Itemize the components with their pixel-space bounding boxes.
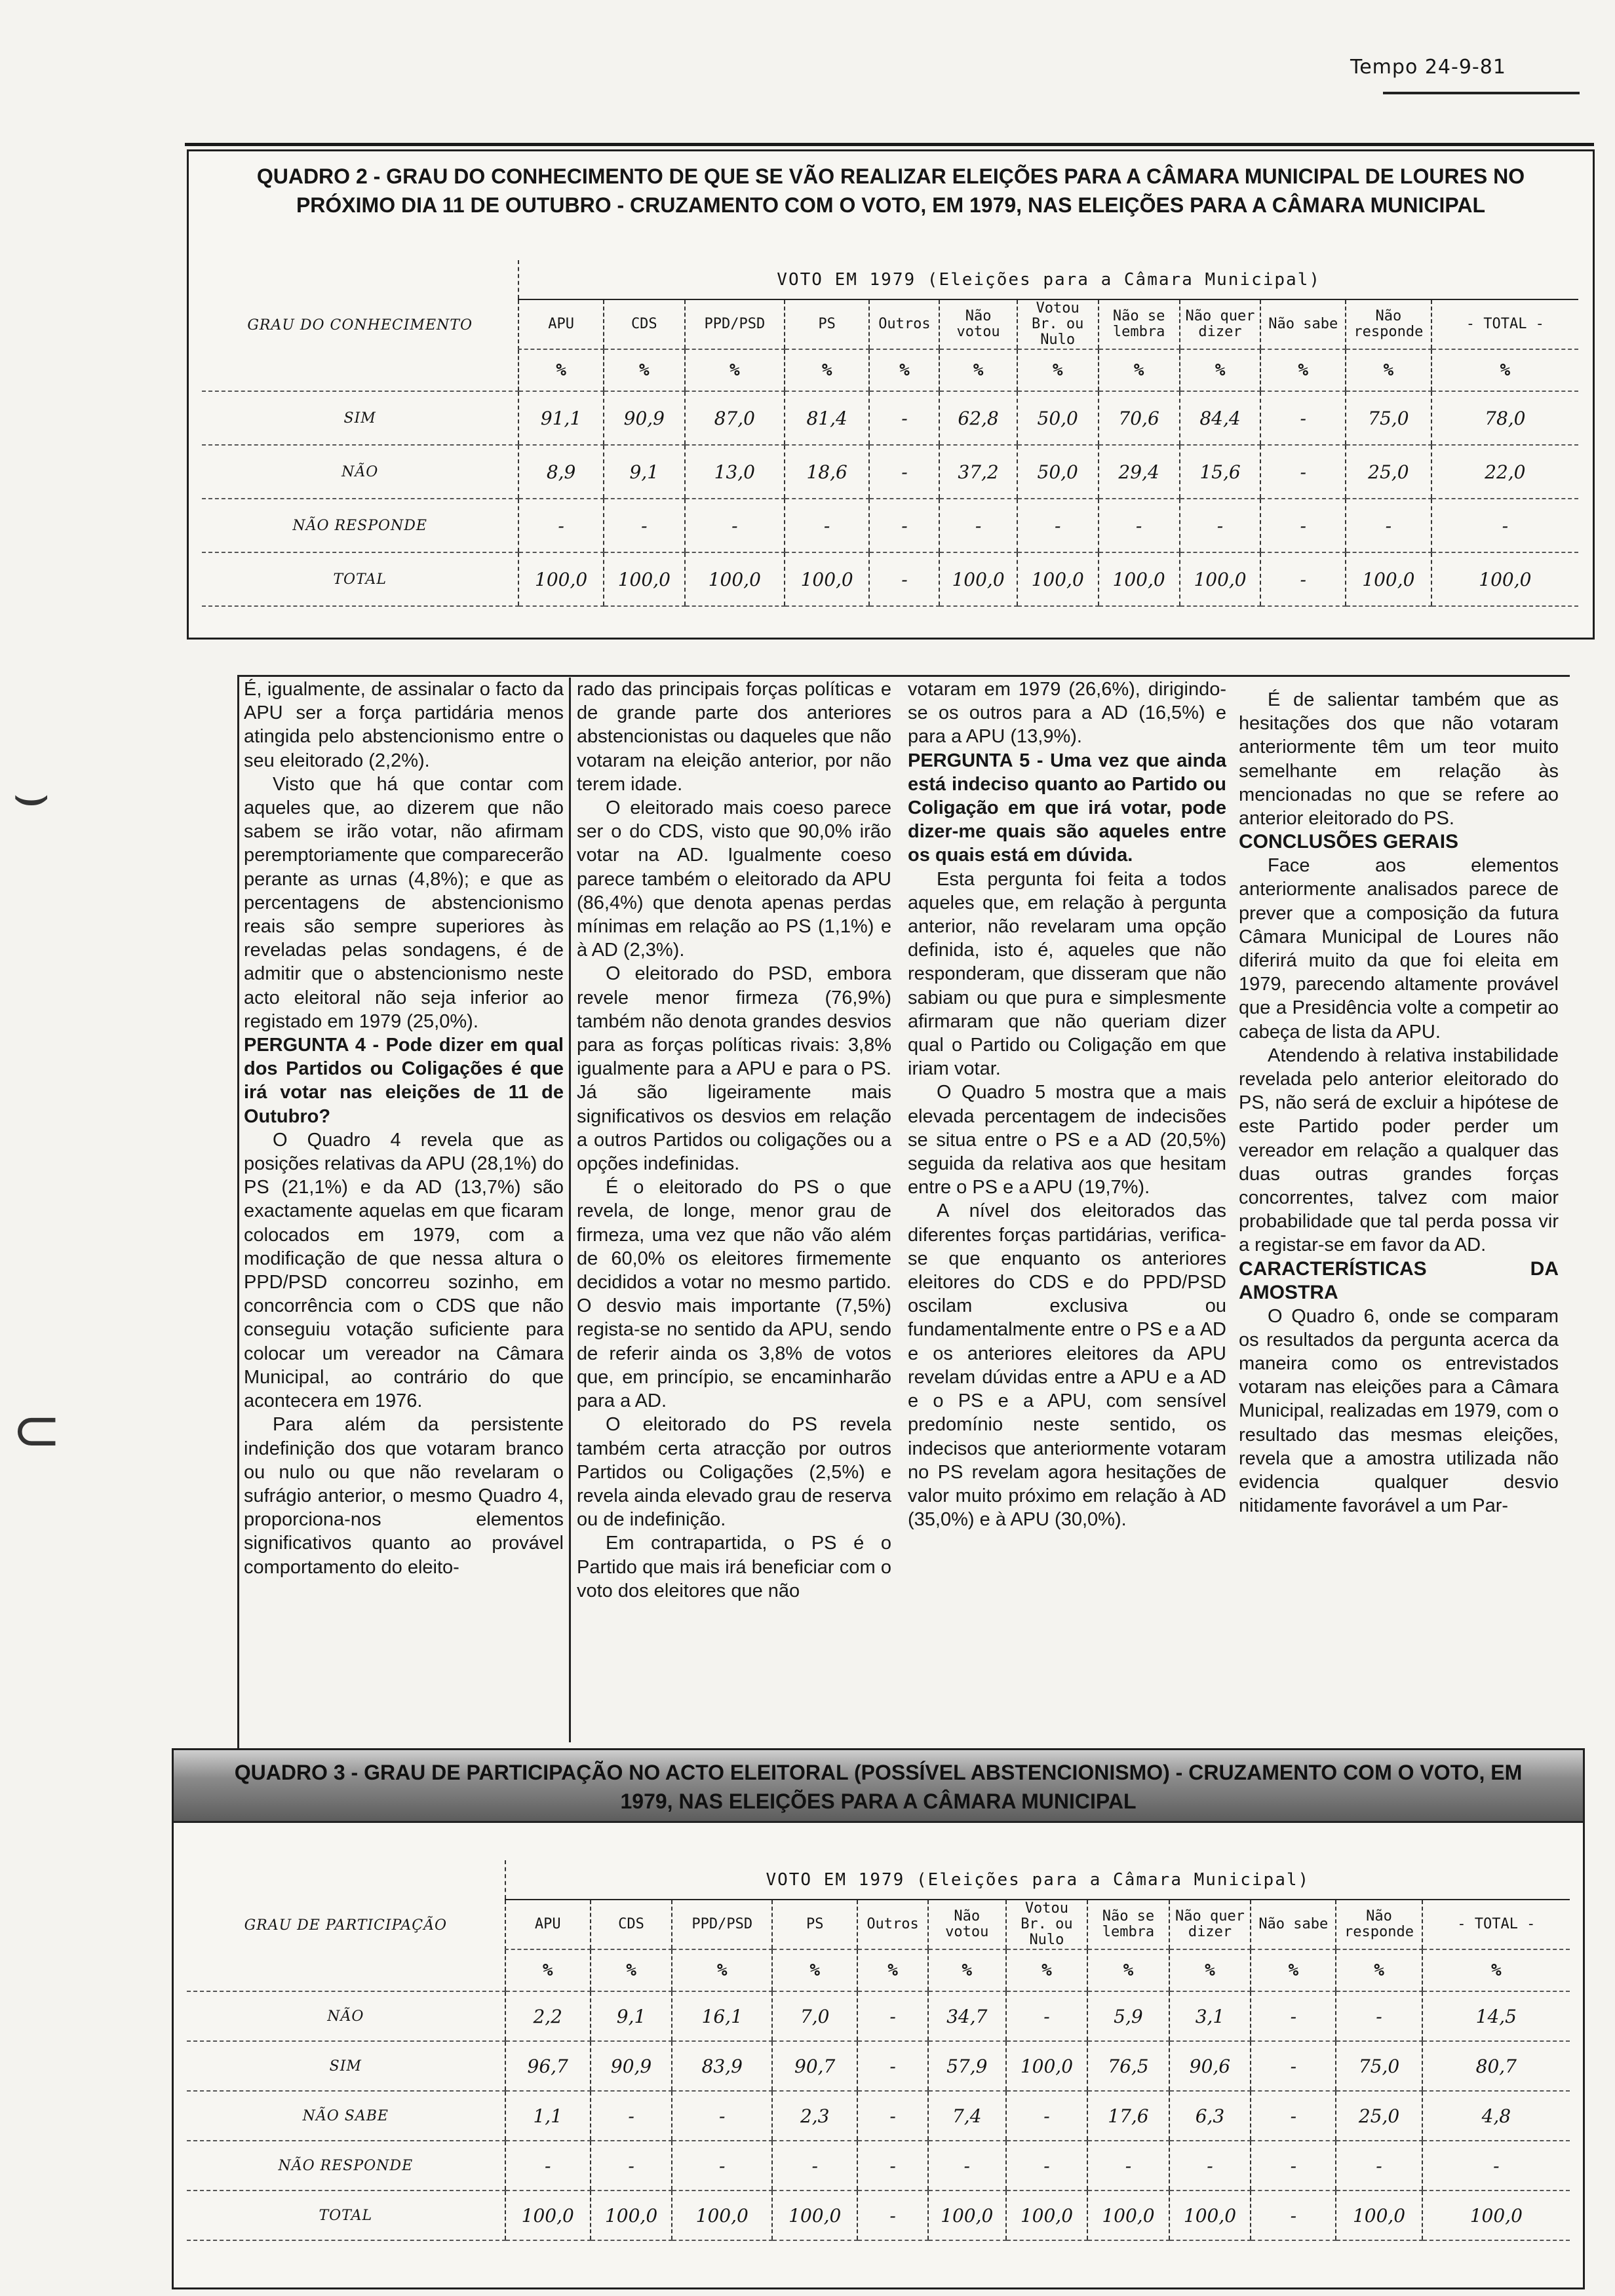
unit-cell: % (1431, 349, 1578, 391)
value-cell: 37,2 (939, 445, 1017, 499)
quadro-1-title-line1: QUADRO 2 - GRAU DO CONHECIMENTO DE QUE SE VÃO REALIZAR ELEIÇÕES PARA A CÂMARA MUNICIPAL DE LOURES NO (256, 164, 1525, 188)
article-column-2 (577, 678, 891, 1603)
unit-cell: % (772, 1949, 857, 1991)
value-cell: 100,0 (1180, 552, 1261, 606)
value-cell: - (857, 2091, 928, 2141)
col3-p3: O Quadro 5 mostra que a mais elevada percentagem de indecisões se situa entre o PS e a AD (20,5%) seguida da relativa aos que hesitam entre o PS e a APU (19,7%). (908, 1082, 1226, 1198)
value-cell: - (1180, 499, 1261, 552)
column-header: PS (785, 299, 870, 349)
col2-p6: Em contrapartida, o PS é o Partido que mais irá beneficiar com o voto dos eleitores que não (577, 1533, 891, 1601)
column-header: Não responde (1336, 1900, 1422, 1949)
value-cell: - (928, 2141, 1006, 2191)
column-header: Votou Br. ou Nulo (1017, 299, 1099, 349)
column-header: PPD/PSD (672, 1900, 772, 1949)
value-cell: 13,0 (685, 445, 785, 499)
table-row (187, 2191, 1570, 2240)
top-rule (185, 143, 1594, 146)
column-header: APU (518, 299, 604, 349)
value-cell: 29,4 (1099, 445, 1180, 499)
column-header: Não votou (928, 1900, 1006, 1949)
value-cell: 100,0 (1422, 2191, 1570, 2240)
row-header: GRAU DE PARTICIPAÇÃO (187, 1860, 505, 1991)
quadro-2-box (172, 1748, 1585, 2289)
column-header: PS (772, 1900, 857, 1949)
value-cell: 57,9 (928, 2041, 1006, 2091)
value-cell: 100,0 (591, 2191, 672, 2240)
value-cell: 17,6 (1087, 2091, 1169, 2141)
table-row (202, 391, 1578, 445)
col2-p2: O eleitorado mais coeso parece ser o do CDS, visto que 90,0% irão votar na AD. Igualmente coeso parece também o eleitorado da APU (86,4%) que denota apenas perdas mínimas em relação ao PS (1,1%) e à AD (2,3%). (577, 797, 891, 961)
column-header: Outros (869, 299, 939, 349)
value-cell: 70,6 (1099, 391, 1180, 445)
value-cell: 83,9 (672, 2041, 772, 2091)
value-cell: - (1251, 2041, 1336, 2091)
value-cell: 25,0 (1346, 445, 1431, 499)
value-cell: - (1251, 2091, 1336, 2141)
value-cell: - (518, 499, 604, 552)
unit-cell: % (505, 1949, 591, 1991)
unit-cell: % (869, 349, 939, 391)
unit-cell: % (939, 349, 1017, 391)
column-rule-1 (569, 678, 571, 1742)
value-cell: 2,2 (505, 1991, 591, 2041)
value-cell: 84,4 (1180, 391, 1261, 445)
unit-cell: % (672, 1949, 772, 1991)
value-cell: - (1346, 499, 1431, 552)
column-header: Não sabe (1251, 1900, 1336, 1949)
row-label: NÃO SABE (187, 2091, 505, 2141)
value-cell: - (939, 499, 1017, 552)
col2-p3: O eleitorado do PSD, embora revele menor firmeza (76,9%) também não denota grandes desvios para as forças políticas rivais: 3,8% igualmente para a APU e para o PS. Já são ligeiramente mais significativos os desvios em relação a outros Partidos ou coligações ou a opções indefinidas. (577, 963, 891, 1175)
table-row (202, 552, 1578, 606)
quadro-2-title (174, 1750, 1583, 1823)
col2-p4: É o eleitorado do PS o que revela, de longe, menor grau de firmeza, uma vez que não vão além de 60,0% os eleitores firmemente decididos a votar no mesmo partido. O desvio mais importante (7,5%) regista-se no sentido da APU, sendo de referir ainda os 3,8% de votos que, em princípio, se encaminharão para a AD. (577, 1177, 891, 1412)
col3-p4: A nível dos eleitorados das diferentes forças partidárias, verifica-se que enquanto os anteriores eleitores do CDS e do PPD/PSD oscilam exclusiva ou fundamentalmente entre o PS e a AD e os anteriores eleitores da APU revelam dúvidas entre a APU e a AD e o PS e a APU, com sensível predomínio neste sentido, os indecisos que anteriormente votaram no PS revelam agora hesitações de valor muito próximo em relação à AD (35,0%) e à APU (30,0%). (908, 1200, 1226, 1531)
col4-p2: Face aos elementos anteriormente analisados parece de prever que a composição da futura Câmara Municipal de Loures não diferirá muito da que foi eleita em 1979, parecendo altamente provável que a Presidência volte a competir ao cabeça de lista da APU. (1239, 855, 1559, 1043)
col1-p1: É, igualmente, de assinalar o facto da APU ser a força partidária menos atingida pelo abstencionismo entre o seu eleitorado (2,2%). (244, 679, 564, 771)
value-cell: 7,0 (772, 1991, 857, 2041)
value-cell: - (772, 2141, 857, 2191)
value-cell: 34,7 (928, 1991, 1006, 2041)
value-cell: 90,9 (604, 391, 685, 445)
unit-cell: % (591, 1949, 672, 1991)
row-label: SIM (187, 2041, 505, 2091)
value-cell: 100,0 (1169, 2191, 1251, 2240)
row-label: TOTAL (202, 552, 518, 606)
value-cell: 100,0 (505, 2191, 591, 2240)
value-cell: 16,1 (672, 1991, 772, 2041)
value-cell: 50,0 (1017, 391, 1099, 445)
value-cell: 100,0 (1006, 2191, 1088, 2240)
article-column-4 (1239, 688, 1559, 1518)
column-header: Não quer dizer (1169, 1900, 1251, 1949)
value-cell: - (1006, 2141, 1088, 2191)
value-cell: 100,0 (672, 2191, 772, 2240)
value-cell: 5,9 (1087, 1991, 1169, 2041)
table-row (187, 1991, 1570, 2041)
value-cell: 6,3 (1169, 2091, 1251, 2141)
quadro-1-title-line2: PRÓXIMO DIA 11 DE OUTUBRO - CRUZAMENTO COM O VOTO, EM 1979, NAS ELEIÇÕES PARA A CÂMARA MUNICIPAL (296, 193, 1486, 217)
value-cell: - (591, 2141, 672, 2191)
group-header: VOTO EM 1979 (Eleições para a Câmara Municipal) (518, 260, 1578, 299)
value-cell: 100,0 (772, 2191, 857, 2240)
page-header-tag: Tempo 24-9-81 (1350, 56, 1506, 79)
unit-cell: % (857, 1949, 928, 1991)
quadro-1-table (202, 260, 1578, 607)
value-cell: 18,6 (785, 445, 870, 499)
col4-p3: Atendendo à relativa instabilidade revelada pelo anterior eleitorado do PS, não será de excluir a hipótese de este Partido poder perder um vereador em relação a qualquer das duas outras grandes forças concorrentes, talvez com maior probabilidade que tal perda possa vir a registar-se em favor da AD. (1239, 1044, 1559, 1256)
unit-cell: % (1336, 1949, 1422, 1991)
group-header: VOTO EM 1979 (Eleições para a Câmara Municipal) (505, 1860, 1570, 1900)
value-cell: 75,0 (1346, 391, 1431, 445)
value-cell: - (1422, 2141, 1570, 2191)
value-cell: - (785, 499, 870, 552)
value-cell: 75,0 (1336, 2041, 1422, 2091)
value-cell: - (857, 2141, 928, 2191)
value-cell: 14,5 (1422, 1991, 1570, 2041)
value-cell: 100,0 (685, 552, 785, 606)
quadro-2-table (187, 1860, 1570, 2241)
value-cell: 100,0 (1099, 552, 1180, 606)
column-header: APU (505, 1900, 591, 1949)
column-header: Não se lembra (1087, 1900, 1169, 1949)
value-cell: - (857, 1991, 928, 2041)
value-cell: - (869, 391, 939, 445)
table-row (202, 499, 1578, 552)
value-cell: - (1260, 391, 1346, 445)
value-cell: 100,0 (1346, 552, 1431, 606)
col4-p4: O Quadro 6, onde se comparam os resultados da pergunta acerca da maneira como os entrevistados votaram nas eleições para a Câmara Municipal, realizadas em 1979, com o resultado das mesmas eleições, revela que a amostra utilizada não evidencia qualquer desvio nitidamente favorável a um Par- (1239, 1305, 1559, 1517)
col3-heading: PERGUNTA 5 - Uma vez que ainda está indeciso quanto ao Partido ou Coligação em que irá votar, pode dizer-me quais são aqueles entre os quais está em dúvida. (908, 750, 1226, 866)
unit-cell: % (1017, 349, 1099, 391)
value-cell: 100,0 (928, 2191, 1006, 2240)
value-cell: 62,8 (939, 391, 1017, 445)
value-cell: 22,0 (1431, 445, 1578, 499)
value-cell: 100,0 (604, 552, 685, 606)
value-cell: - (1336, 1991, 1422, 2041)
col2-p5: O eleitorado do PS revela também certa atracção por outros Partidos ou Coligações (2,5%) e revela ainda elevado grau de reserva ou de indefinição. (577, 1414, 891, 1531)
margin-hook-mark-1: ⌣ (12, 760, 51, 829)
column-header: PPD/PSD (685, 299, 785, 349)
table-row (187, 2141, 1570, 2191)
value-cell: - (1006, 2091, 1088, 2141)
value-cell: 76,5 (1087, 2041, 1169, 2091)
value-cell: 100,0 (939, 552, 1017, 606)
row-header: GRAU DO CONHECIMENTO (202, 260, 518, 391)
unit-cell: % (1180, 349, 1261, 391)
col4-heading-conclusoes: CONCLUSÕES GERAIS (1239, 831, 1459, 853)
article-column-1 (244, 678, 564, 1579)
value-cell: - (869, 552, 939, 606)
value-cell: - (591, 2091, 672, 2141)
column-header: Não se lembra (1099, 299, 1180, 349)
value-cell: 100,0 (1087, 2191, 1169, 2240)
value-cell: 2,3 (772, 2091, 857, 2141)
col1-p3: O Quadro 4 revela que as posições relativas da APU (28,1%) do PS (21,1%) e da AD (13,7%) são exactamente aquelas em que ficaram colocados em 1979, com a modificação de que nessa altura o PPD/PSD concorreu sozinho, em concorrência com o CDS que não conseguiu votação suficiente para colocar um vereador na Câmara Municipal, ao contrário do que acontecera em 1976. (244, 1129, 564, 1412)
table-row (187, 2091, 1570, 2141)
column-header: Não votou (939, 299, 1017, 349)
column-header: CDS (591, 1900, 672, 1949)
value-cell: 100,0 (518, 552, 604, 606)
value-cell: 3,1 (1169, 1991, 1251, 2041)
unit-cell: % (1099, 349, 1180, 391)
col1-p4: Para além da persistente indefinição dos que votaram branco ou nulo ou que não revelaram o sufrágio anterior, o mesmo Quadro 4, proporciona-nos elementos significativos quanto ao provável comportamento do eleito- (244, 1414, 564, 1578)
value-cell: - (505, 2141, 591, 2191)
value-cell: 1,1 (505, 2091, 591, 2141)
value-cell: - (869, 445, 939, 499)
col2-p1: rado das principais forças políticas e de grande parte dos anteriores abstencionistas ou daqueles que não votaram na eleição anterior, por não terem idade. (577, 679, 891, 795)
unit-cell: % (685, 349, 785, 391)
value-cell: 87,0 (685, 391, 785, 445)
unit-cell: % (1260, 349, 1346, 391)
row-label: NÃO (187, 1991, 505, 2041)
column-header: Votou Br. ou Nulo (1006, 1900, 1088, 1949)
value-cell: - (1006, 1991, 1088, 2041)
value-cell: - (1169, 2141, 1251, 2191)
row-label: NÃO (202, 445, 518, 499)
value-cell: - (1260, 499, 1346, 552)
value-cell: 90,6 (1169, 2041, 1251, 2091)
unit-cell: % (1006, 1949, 1088, 1991)
value-cell: 100,0 (1431, 552, 1578, 606)
value-cell: - (1260, 445, 1346, 499)
value-cell: 100,0 (1336, 2191, 1422, 2240)
quadro-2-title-line2: 1979, NAS ELEIÇÕES PARA A CÂMARA MUNICIPAL (620, 1789, 1137, 1813)
unit-cell: % (928, 1949, 1006, 1991)
value-cell: - (1017, 499, 1099, 552)
value-cell: - (1260, 552, 1346, 606)
col4-p1: É de salientar também que as hesitações dos que não votaram anteriormente têm um teor muito semelhante em relação às mencionadas no que se refere ao anterior eleitorado do PS. (1239, 689, 1559, 830)
value-cell: 100,0 (1017, 552, 1099, 606)
quadro-1-title (189, 151, 1593, 220)
value-cell: - (1336, 2141, 1422, 2191)
value-cell: 9,1 (591, 1991, 672, 2041)
unit-cell: % (1346, 349, 1431, 391)
value-cell: 100,0 (1006, 2041, 1088, 2091)
row-label: NÃO RESPONDE (202, 499, 518, 552)
value-cell: 80,7 (1422, 2041, 1570, 2091)
col1-p2: Visto que há que contar com aqueles que, ao dizerem que não sabem se irão votar, não afirmam peremptoriamente que comparecerão perante as urnas (4,8%); e que as percentagens de abstencionismo reais são sempre superiores às reveladas pelas sondagens, é de admitir que o abstencionismo neste acto eleitoral não seja inferior ao registado em 1979 (25,0%). (244, 773, 564, 1032)
unit-cell: % (1251, 1949, 1336, 1991)
value-cell: - (672, 2091, 772, 2141)
value-cell: 8,9 (518, 445, 604, 499)
column-header: - TOTAL - (1422, 1900, 1570, 1949)
column-header: Não sabe (1260, 299, 1346, 349)
header-rule (1383, 92, 1580, 94)
value-cell: - (685, 499, 785, 552)
column-header: CDS (604, 299, 685, 349)
article-column-3 (908, 678, 1226, 1531)
unit-cell: % (1087, 1949, 1169, 1991)
value-cell: - (857, 2041, 928, 2091)
row-label: TOTAL (187, 2191, 505, 2240)
value-cell: 96,7 (505, 2041, 591, 2091)
value-cell: - (1251, 2191, 1336, 2240)
quadro-2-title-line1: QUADRO 3 - GRAU DE PARTICIPAÇÃO NO ACTO ELEITORAL (POSSÍVEL ABSTENCIONISMO) - CRUZAMENTO COM O VOTO, EM (234, 1761, 1523, 1784)
value-cell: - (857, 2191, 928, 2240)
col1-heading: PERGUNTA 4 - Pode dizer em qual dos Partidos ou Coligações é que irá votar nas eleições de 11 de Outubro? (244, 1035, 564, 1127)
value-cell: - (1431, 499, 1578, 552)
value-cell: - (869, 499, 939, 552)
value-cell: 78,0 (1431, 391, 1578, 445)
unit-cell: % (1422, 1949, 1570, 1991)
value-cell: - (1087, 2141, 1169, 2191)
value-cell: - (1099, 499, 1180, 552)
value-cell: - (1251, 2141, 1336, 2191)
value-cell: 90,7 (772, 2041, 857, 2091)
column-header: Não responde (1346, 299, 1431, 349)
value-cell: 25,0 (1336, 2091, 1422, 2141)
value-cell: 7,4 (928, 2091, 1006, 2141)
row-label: NÃO RESPONDE (187, 2141, 505, 2191)
quadro-1-box (187, 149, 1595, 640)
table-row (202, 445, 1578, 499)
value-cell: 9,1 (604, 445, 685, 499)
value-cell: 81,4 (785, 391, 870, 445)
value-cell: 91,1 (518, 391, 604, 445)
unit-cell: % (1169, 1949, 1251, 1991)
col3-p1: votaram em 1979 (26,6%), dirigindo-se os outros para a AD (16,5%) e para a APU (13,9%). (908, 679, 1226, 748)
col4-heading-amostra: CARACTERÍSTICAS DA AMOSTRA (1239, 1257, 1559, 1303)
value-cell: 4,8 (1422, 2091, 1570, 2141)
value-cell: 15,6 (1180, 445, 1261, 499)
value-cell: - (604, 499, 685, 552)
column-header: Não quer dizer (1180, 299, 1261, 349)
value-cell: - (1251, 1991, 1336, 2041)
value-cell: 50,0 (1017, 445, 1099, 499)
value-cell: 90,9 (591, 2041, 672, 2091)
row-label: SIM (202, 391, 518, 445)
table-row (187, 2041, 1570, 2091)
column-header: Outros (857, 1900, 928, 1949)
unit-cell: % (604, 349, 685, 391)
unit-cell: % (785, 349, 870, 391)
unit-cell: % (518, 349, 604, 391)
margin-hook-mark-2: ⊂ (12, 1396, 62, 1464)
column-header: - TOTAL - (1431, 299, 1578, 349)
col3-p2: Esta pergunta foi feita a todos aqueles que, em relação à pergunta anterior, não revelaram uma opção definida, isto é, aqueles que não responderam, que disseram que não sabiam ou que pura e simplesmente afirmaram que não queriam dizer qual o Partido ou Coligação em que iriam votar. (908, 868, 1226, 1080)
value-cell: - (672, 2141, 772, 2191)
value-cell: 100,0 (785, 552, 870, 606)
